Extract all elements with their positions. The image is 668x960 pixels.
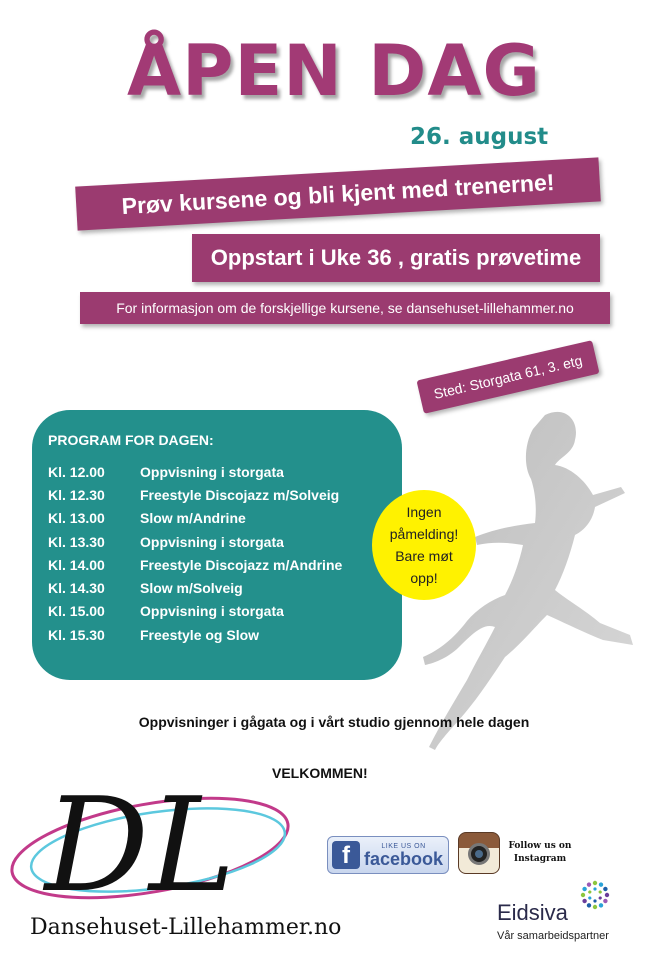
program-desc: Freestyle Discojazz m/Solveig <box>140 486 340 503</box>
program-time: Kl. 14.00 <box>48 556 105 573</box>
program-desc: Freestyle og Slow <box>140 626 260 643</box>
bubble-line: Ingen <box>406 504 442 520</box>
location-banner: Sted: Storgata 61, 3. etg <box>416 340 599 414</box>
program-time: Kl. 13.00 <box>48 510 105 527</box>
no-signup-bubble <box>372 490 476 600</box>
partner-name: Eidsiva <box>497 900 568 925</box>
program-time: Kl. 12.00 <box>48 463 105 480</box>
footer-text: Oppvisninger i gågata og i vårt studio gjennom hele dagen <box>138 714 530 730</box>
program-time: Kl. 12.30 <box>48 486 105 503</box>
camera-icon <box>468 843 490 865</box>
program-row <box>48 623 402 646</box>
instagram-icon[interactable] <box>458 832 500 874</box>
program-desc: Oppvisning i storgata <box>140 533 284 550</box>
welcome-text: VELKOMMEN! <box>272 765 368 781</box>
program-row <box>48 507 402 530</box>
intro-banner: Prøv kursene og bli kjent med trenerne! <box>75 157 601 230</box>
program-row <box>48 530 402 553</box>
program-desc: Oppvisning i storgata <box>140 603 284 620</box>
program-title: PROGRAM FOR DAGEN: <box>48 432 214 448</box>
start-banner: Oppstart i Uke 36 , gratis prøvetime <box>192 234 600 282</box>
bubble-line: påmelding! <box>389 526 459 542</box>
eidsiva-flower-icon <box>578 878 612 912</box>
program-time: Kl. 14.30 <box>48 580 105 597</box>
program-row <box>48 553 402 576</box>
logo-name[interactable]: Dansehuset-Lillehammer.no <box>30 915 342 940</box>
program-desc: Slow m/Andrine <box>140 510 246 527</box>
program-row <box>48 576 402 599</box>
program-box <box>32 410 402 680</box>
program-desc: Oppvisning i storgata <box>140 463 284 480</box>
event-date: 26. august <box>410 124 549 150</box>
program-list <box>48 460 402 646</box>
program-time: Kl. 15.30 <box>48 626 105 643</box>
bubble-line: Bare møt <box>395 548 453 564</box>
partner-subtitle: Vår samarbeidspartner <box>497 930 609 942</box>
facebook-button[interactable] <box>327 836 449 874</box>
program-time: Kl. 15.00 <box>48 603 105 620</box>
info-banner: For informasjon om de forskjellige kursene, se dansehuset-lillehammer.no <box>80 292 610 324</box>
logo-letters: DL <box>44 769 236 921</box>
dl-logo <box>0 768 300 928</box>
program-row <box>48 460 402 483</box>
page-title: ÅPEN DAG <box>127 30 541 112</box>
program-row <box>48 483 402 506</box>
facebook-icon: f <box>332 841 360 869</box>
program-desc: Slow m/Solveig <box>140 580 243 597</box>
instagram-follow-text[interactable]: Follow us on Instagram <box>508 841 572 864</box>
program-desc: Freestyle Discojazz m/Andrine <box>140 556 343 573</box>
facebook-label <box>364 843 443 868</box>
program-row <box>48 600 402 623</box>
facebook-big-text: facebook <box>364 848 444 869</box>
facebook-small-text: LIKE US ON <box>381 842 426 850</box>
bubble-line: opp! <box>410 570 438 586</box>
program-time: Kl. 13.30 <box>48 533 105 550</box>
